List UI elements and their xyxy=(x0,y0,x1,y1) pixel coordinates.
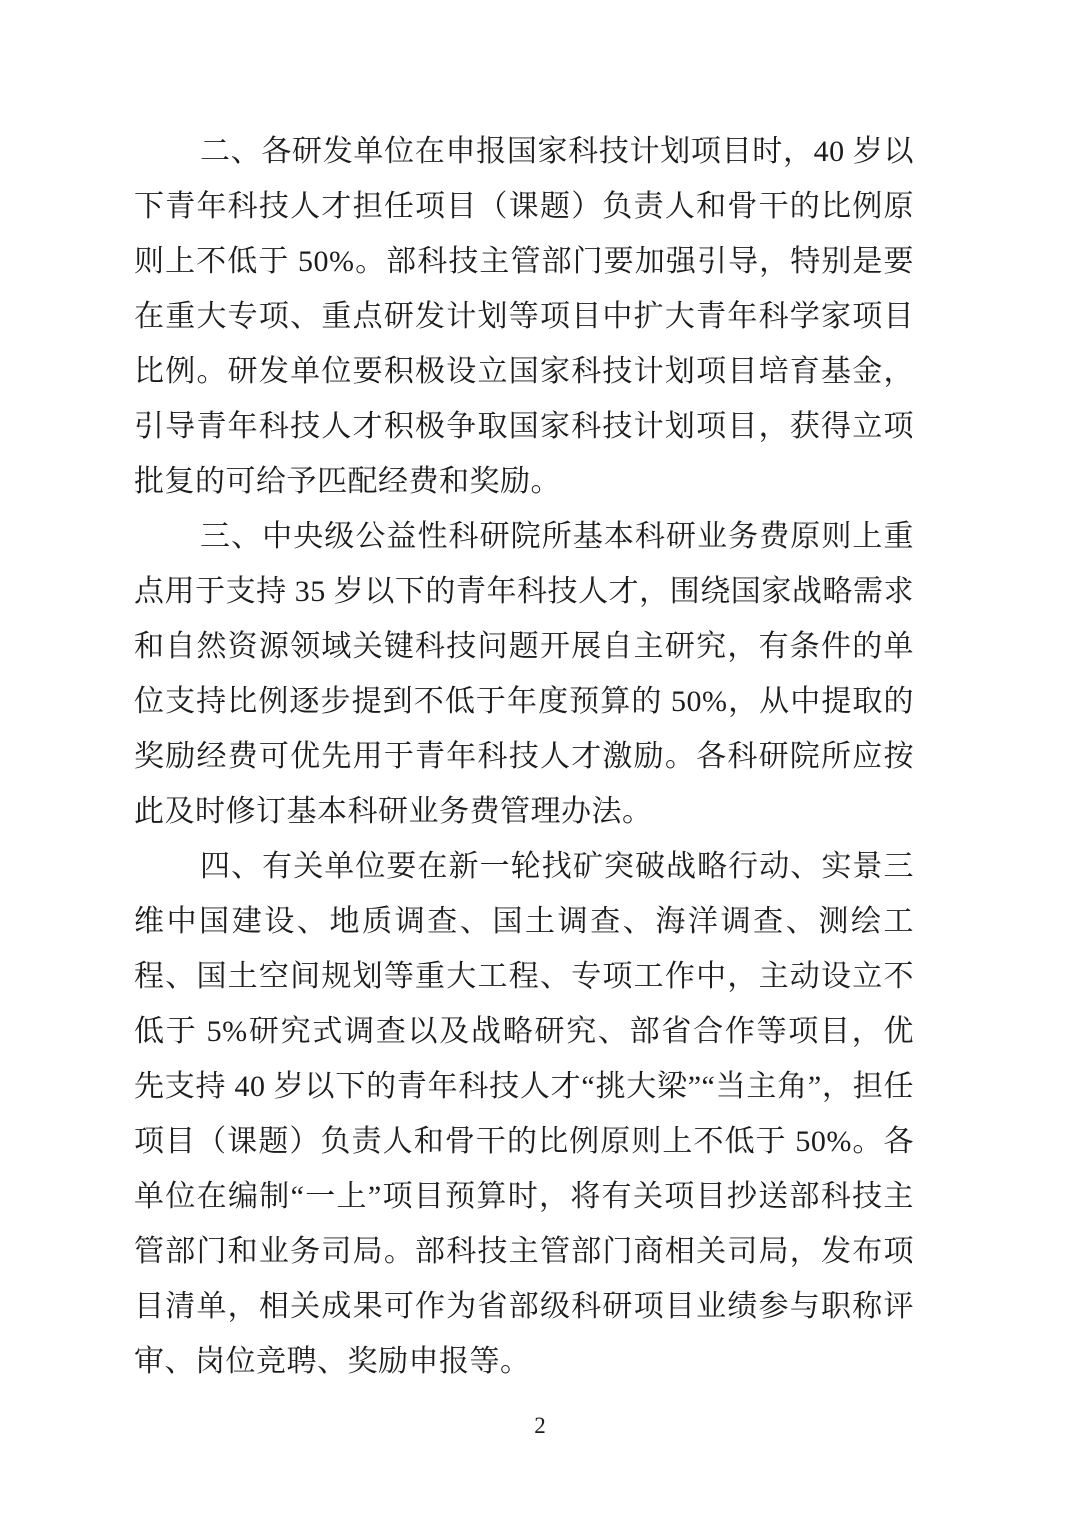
page-number: 2 xyxy=(534,1413,546,1438)
paragraph-item-2: 二、各研发单位在申报国家科技计划项目时，40 岁以下青年科技人才担任项目（课题）负责人和骨干的比例原则上不低于 50%。部科技主管部门要加强引导，特别是要在重大专项、重点研发计划等项目中扩大青年科学家项目比例。研发单位要积极设立国家科技计划项目培育基金，引导青年科技人才积极争取国家科技计划项目，获得立项批复的可给予匹配经费和奖励。 xyxy=(134,135,914,498)
document-body xyxy=(134,124,914,1389)
paragraph-item-3: 三、中央级公益性科研院所基本科研业务费原则上重点用于支持 35 岁以下的青年科技人才，围绕国家战略需求和自然资源领域关键科技问题开展自主研究，有条件的单位支持比例逐步提到不低于年度预算的 50%，从中提取的奖励经费可优先用于青年科技人才激励。各科研院所应按此及时修订基本科研业务费管理办法。 xyxy=(134,520,914,828)
paragraph-item-4: 四、有关单位要在新一轮找矿突破战略行动、实景三维中国建设、地质调查、国土调查、海洋调查、测绘工程、国土空间规划等重大工程、专项工作中，主动设立不低于 5%研究式调查以及战略研究、部省合作等项目，优先支持 40 岁以下的青年科技人才“挑大梁”“当主角”，担任项目（课题）负责人和骨干的比例原则上不低于 50%。各单位在编制“一上”项目预算时，将有关项目抄送部科技主管部门和业务司局。部科技主管部门商相关司局，发布项目清单，相关成果可作为省部级科研项目业绩参与职称评审、岗位竞聘、奖励申报等。 xyxy=(134,850,914,1378)
